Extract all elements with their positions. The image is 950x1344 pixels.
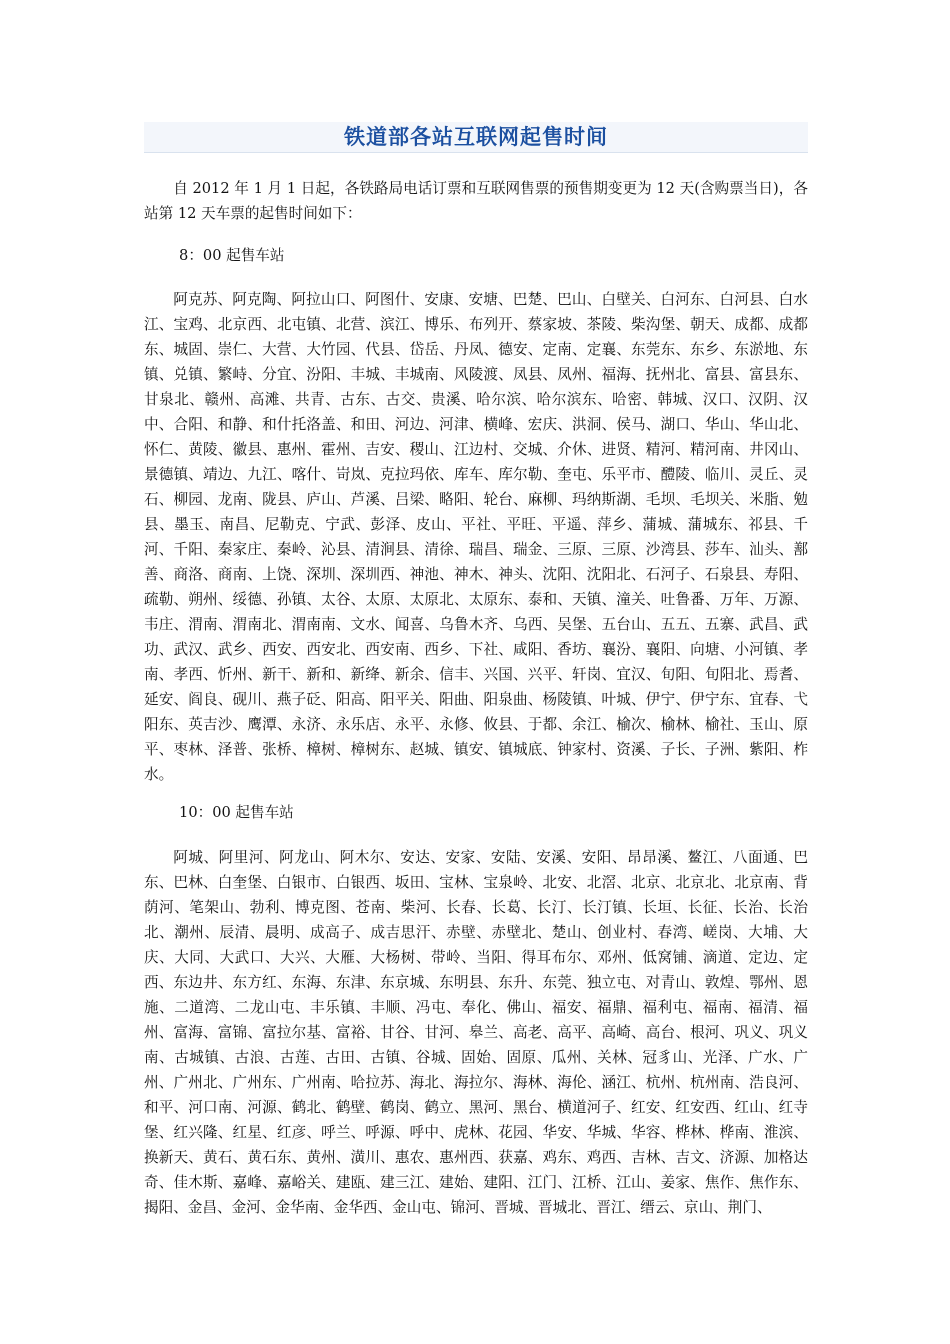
section-8-station-list: 阿克苏、阿克陶、阿拉山口、阿图什、安康、安塘、巴楚、巴山、白壁关、白河东、白河县、白水江、宝鸡、北京西、北屯镇、北营、滨江、博乐、布列开、蔡家坡、茶陵、柴沟堡、朝天、成都、成都东、城固、崇仁、大营、大竹园、代县、岱岳、丹凤、德安、定南、定襄、东莞东、东乡、东淤地、东镇、兑镇、繁峙、分宜、汾阳、丰城、丰城南、风陵渡、凤县、凤州、福海、抚州北、富县、富县东、甘泉北、赣州、高滩、共青、古东、古交、贵溪、哈尔滨、哈尔滨东、哈密、韩城、汉口、汉阴、汉中、合阳、和静、和什托洛盖、和田、河边、河津、横峰、宏庆、洪洞、侯马、湖口、华山、华山北、怀仁、黄陵、徽县、惠州、霍州、吉安、稷山、江边村、交城、介休、进贤、精河、精河南、井冈山、景德镇、靖边、九江、喀什、岢岚、克拉玛依、库车、库尔勒、奎屯、乐平市、醴陵、临川、灵丘、灵石、柳园、龙南、陇县、庐山、芦溪、吕梁、略阳、轮台、麻柳、玛纳斯湖、毛坝、毛坝关、米脂、勉县、墨玉、南昌、尼勒克、宁武、彭泽、皮山、平社、平旺、平遥、萍乡、蒲城、蒲城东、祁县、千河、千阳、秦家庄、秦岭、沁县、清涧县、清徐、瑞昌、瑞金、三原、三原、沙湾县、莎车、汕头、鄯善、商洛、商南、上饶、深圳、深圳西、神池、神木、神头、沈阳、沈阳北、石河子、石泉县、寿阳、疏勒、朔州、绥德、孙镇、太谷、太原、太原北、太原东、泰和、天镇、潼关、吐鲁番、万年、万源、韦庄、渭南、渭南北、渭南南、文水、闻喜、乌鲁木齐、乌西、吴堡、五台山、五五、五寨、武昌、武功、武汉、武乡、西安、西安北、西安南、西乡、下社、咸阳、香坊、襄汾、襄阳、向塘、小河镇、孝南、孝西、忻州、新干、新和、新绛、新余、信丰、兴国、兴平、轩岗、宜汉、旬阳、旬阳北、焉耆、延安、阎良、砚川、燕子砭、阳高、阳平关、阳曲、阳泉曲、杨陵镇、叶城、伊宁、伊宁东、宜春、弋阳东、英吉沙、鹰潭、永济、永乐店、永平、永修、攸县、于都、余江、榆次、榆林、榆社、玉山、原平、枣林、泽普、张桥、樟树、樟树东、赵城、镇安、镇城底、钟家村、资溪、子长、子洲、紫阳、柞水。 — [144, 291, 808, 783]
intro-paragraph: 自 2012 年 1 月 1 日起，各铁路局电话订票和互联网售票的预售期变更为 12 天(含购票当日)，各站第 12 天车票的起售时间如下： — [144, 180, 808, 222]
page-title: 铁道部各站互联网起售时间 — [344, 125, 608, 149]
section-8-heading: 8：00 起售车站 — [179, 247, 285, 264]
section-10-heading: 10：00 起售车站 — [179, 804, 294, 821]
section-10-station-list: 阿城、阿里河、阿龙山、阿木尔、安达、安家、安陆、安溪、安阳、昂昂溪、鳌江、八面通、巴东、巴林、白奎堡、白银市、白银西、坂田、宝林、宝泉岭、北安、北滘、北京、北京北、北京南、背荫河、笔架山、勃利、博克图、苍南、柴河、长春、长葛、长汀、长汀镇、长垣、长征、长治、长治北、潮州、辰清、晨明、成高子、成吉思汗、赤壁、赤壁北、楚山、创业村、春湾、嵯岗、大埔、大庆、大同、大武口、大兴、大雁、大杨树、带岭、当阳、得耳布尔、邓州、低窝铺、滴道、定边、定西、东边井、东方红、东海、东津、东京城、东明县、东升、东莞、独立屯、对青山、敦煌、鄂州、恩施、二道湾、二龙山屯、丰乐镇、丰顺、冯屯、奉化、佛山、福安、福鼎、福利屯、福南、福清、福州、富海、富锦、富拉尔基、富裕、甘谷、甘河、皋兰、高老、高平、高崎、高台、根河、巩义、巩义南、古城镇、古浪、古莲、古田、古镇、谷城、固始、固原、瓜州、关林、冠豸山、光泽、广水、广州、广州北、广州东、广州南、哈拉苏、海北、海拉尔、海林、海伦、涵江、杭州、杭州南、浩良河、和平、河口南、河源、鹤北、鹤壁、鹤岗、鹤立、黑河、黑台、横道河子、红安、红安西、红山、红寺堡、红兴隆、红星、红彦、呼兰、呼源、呼中、虎林、花园、华安、华城、华容、桦林、桦南、淮滨、换新天、黄石、黄石东、黄州、潢川、惠农、惠州西、获嘉、鸡东、鸡西、吉林、吉文、济源、加格达奇、佳木斯、嘉峰、嘉峪关、建瓯、建三江、建始、建阳、江门、江桥、江山、姜家、焦作、焦作东、揭阳、金昌、金河、金华南、金华西、金山屯、锦河、晋城、晋城北、晋江、缙云、京山、荆门、 — [144, 849, 808, 1216]
